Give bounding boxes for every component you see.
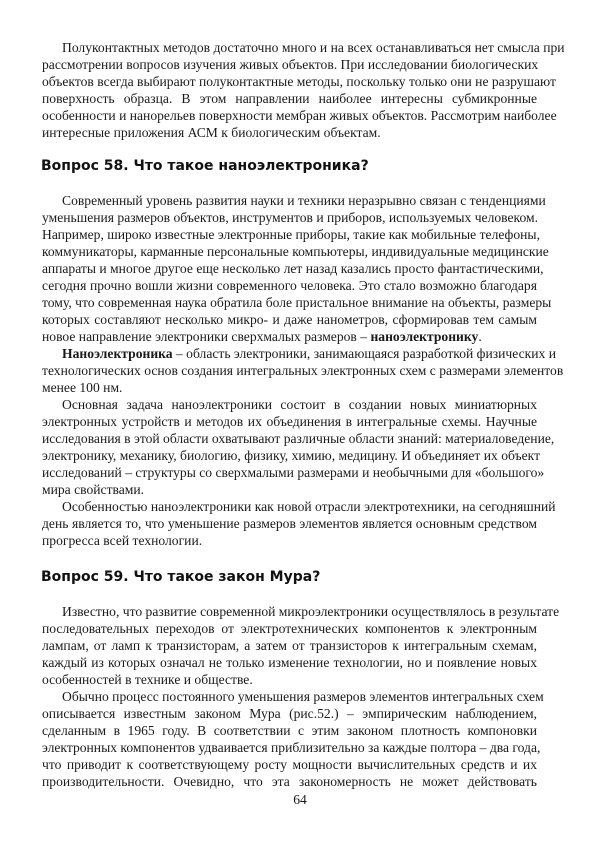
text-segment: что приводит к соответствующему росту мощности вычислительных средств и их	[42, 757, 537, 772]
text-segment: – область электроники, занимающаяся разработкой физических и	[172, 346, 556, 361]
text-line	[42, 345, 556, 362]
bold-term: Наноэлектроника	[62, 346, 173, 361]
text-line	[42, 294, 552, 311]
text-line	[42, 773, 537, 790]
text-line	[42, 532, 537, 549]
text-line	[42, 311, 537, 328]
text-segment: объектов всегда выбирают полуконтактные методы, поскольку только они не разрушают	[42, 74, 556, 89]
text-line	[42, 722, 537, 739]
section-heading-q59: Вопрос 59. Что такое закон Мура?	[41, 569, 321, 585]
text-segment: технологических основ создания интегральных электронных схем с размерами элементов	[42, 363, 564, 378]
text-segment: коммуникаторы, карманные персональные компьютеры, индивидуальные медицинские	[42, 244, 549, 259]
text-line	[42, 226, 540, 243]
bold-term: наноэлектронику	[370, 329, 479, 344]
text-line	[42, 277, 537, 294]
text-segment: рассмотрении вопросов изучения живых объектов. При исследовании биологических	[42, 57, 539, 72]
text-line	[42, 430, 555, 447]
text-line	[42, 209, 537, 226]
text-segment: день является то, что уменьшение размеров элементов является основным средством	[42, 516, 537, 531]
text-segment: описывается известным законом Мура (рис.52.) – эмпирическим наблюдением,	[42, 706, 537, 721]
text-segment: сегодня прочно вошли жизни современного человека. Это стало возможно благодаря	[42, 278, 537, 293]
text-line	[42, 739, 541, 756]
nanoelectronics-text-block	[42, 192, 564, 549]
text-line	[42, 90, 537, 107]
text-segment: новое направление электроники сверхмалых размеров –	[42, 329, 371, 344]
text-segment: .	[478, 329, 482, 344]
text-segment: лампам, от ламп к транзисторам, а затем от транзисторов к интегральным схемам,	[42, 638, 537, 653]
text-segment: особенностей в технике и обществе.	[42, 672, 253, 687]
text-line	[42, 413, 537, 430]
text-line	[42, 464, 545, 481]
text-segment: электронику, механику, биологию, физику, химию, медицину. И объединяет их объект	[42, 448, 541, 463]
text-line	[42, 107, 557, 124]
text-segment: уменьшения размеров объектов, инструментов и приборов, используемых человеком.	[42, 210, 538, 225]
text-segment: Основная задача наноэлектроники состоит в создании новых миниатюрных	[62, 397, 537, 412]
text-line	[42, 498, 556, 515]
text-segment: Особенностью наноэлектроники как новой отрасли электротехники, на сегодняшний	[62, 499, 556, 514]
text-segment: поверхность образца. В этом направлении наиболее интересны субмикронные	[42, 91, 537, 106]
text-segment: исследований – структуры со сверхмалыми размерами и необычными для «большого»	[42, 465, 545, 480]
text-line	[42, 447, 541, 464]
text-line	[42, 328, 537, 345]
text-segment: аппараты и многое другое еще несколько лет назад казались просто фантастическими,	[42, 261, 544, 276]
text-line	[42, 56, 537, 73]
text-line	[42, 620, 537, 637]
text-segment: сделанным в 1965 году. В соответствии с этим законом плотность компоновки	[42, 723, 537, 738]
text-line	[42, 688, 544, 705]
text-line	[42, 379, 537, 396]
text-line	[42, 260, 544, 277]
text-segment: последовательных переходов от электротехнических компонентов к электронным	[42, 621, 537, 636]
text-line	[42, 243, 549, 260]
paragraph	[42, 396, 555, 498]
paragraph	[42, 688, 544, 790]
text-segment: исследования в этой области охватывают различные области знаний: материаловедение,	[42, 431, 555, 446]
text-line	[42, 481, 537, 498]
text-segment: особенности и нанорельев поверхности мембран живых объектов. Рассмотрим наиболее	[42, 108, 557, 123]
text-segment: производительности. Очевидно, что эта закономерность не может действовать	[42, 774, 537, 789]
text-segment: прогресса всей технологии.	[42, 533, 203, 548]
paragraph	[42, 39, 565, 141]
text-line	[42, 603, 560, 620]
text-segment: менее 100 нм.	[42, 380, 123, 395]
paragraph	[42, 498, 556, 549]
text-segment: которых составляют несколько микро- и даже нанометров, сформировав тем самым	[42, 312, 537, 327]
text-segment: Полуконтактных методов достаточно много и на всех останавливаться нет смысла при	[62, 40, 565, 55]
moores-law-text-block	[42, 603, 560, 790]
text-line	[42, 192, 546, 209]
text-line	[42, 396, 537, 413]
text-segment: электронных устройств и методов их объединения в интегральные схемы. Научные	[42, 414, 537, 429]
page-number: 64	[293, 792, 307, 807]
text-segment: мира свойствами.	[42, 482, 145, 497]
text-segment: Известно, что развитие современной микроэлектроники осуществлялось в результате	[62, 604, 560, 619]
text-line	[42, 515, 537, 532]
text-segment: Обычно процесс постоянного уменьшения размеров элементов интегральных схем	[62, 689, 544, 704]
text-line	[42, 654, 537, 671]
paragraph	[42, 345, 564, 396]
text-segment: Современный уровень развития науки и техники неразрывно связан с тенденциями	[62, 193, 546, 208]
text-segment: электронных компонентов удваивается приблизительно за каждые полтора – два года,	[42, 740, 541, 755]
text-line	[42, 671, 537, 688]
text-line	[42, 124, 537, 141]
intro-text-block	[42, 39, 565, 141]
text-segment: интересные приложения АСМ к биологическим объектам.	[42, 125, 381, 140]
paragraph	[42, 192, 552, 345]
text-segment: каждый из которых означал не только изменение технологии, но и появление новых	[42, 655, 537, 670]
text-segment: тому, что современная наука обратила боле пристальное внимание на объекты, размеры	[42, 295, 552, 310]
text-line	[42, 39, 565, 56]
text-line	[42, 756, 537, 773]
section-heading-q58: Вопрос 58. Что такое наноэлектроника?	[41, 158, 369, 174]
paragraph	[42, 603, 560, 688]
text-line	[42, 637, 537, 654]
text-line	[42, 705, 537, 722]
text-segment: Например, широко известные электронные приборы, такие как мобильные телефоны,	[42, 227, 540, 242]
text-line	[42, 73, 556, 90]
text-line	[42, 362, 564, 379]
